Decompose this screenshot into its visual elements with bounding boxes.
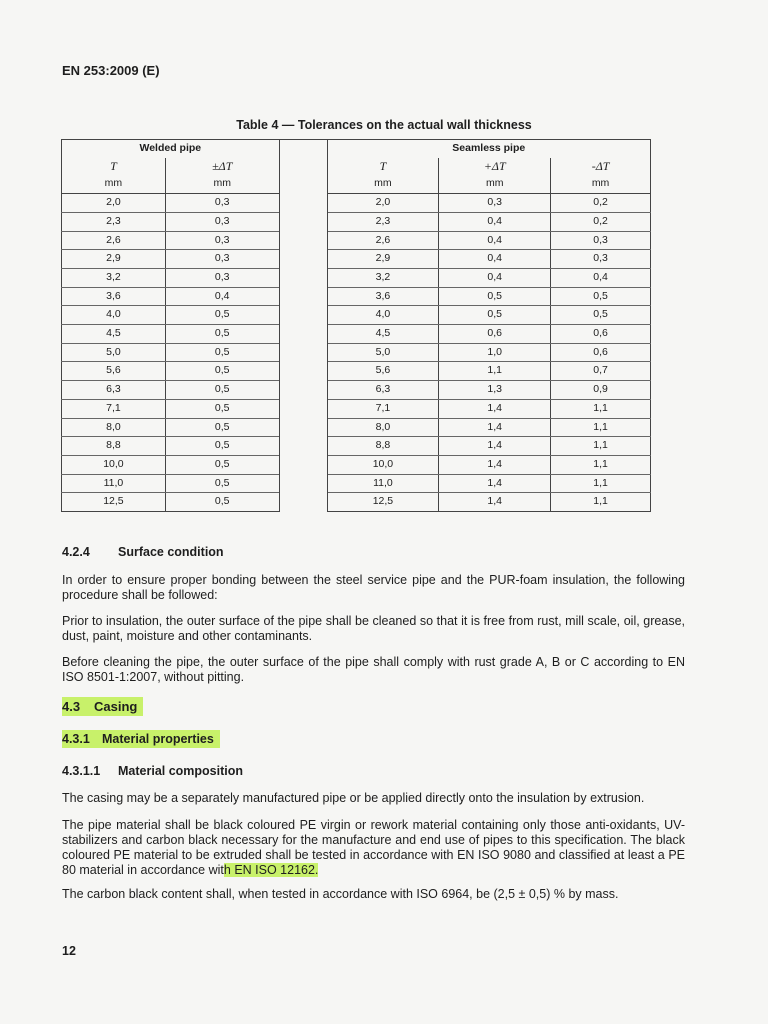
table-cell: 1,1 (551, 493, 651, 512)
table-cell: 7,1 (327, 399, 439, 418)
table-cell: 1,1 (551, 399, 651, 418)
table-cell: 0,5 (165, 399, 279, 418)
table-cell: 2,9 (327, 250, 439, 269)
table-row (62, 343, 651, 362)
table-cell: 0,4 (551, 268, 651, 287)
highlighted-reference: h EN ISO 12162. (223, 863, 319, 877)
table-cell: 0,2 (551, 194, 651, 213)
table-row (62, 325, 651, 344)
table-row (62, 306, 651, 325)
paragraph: The casing may be a separately manufactured pipe or be applied directly onto the insulation by extrusion. (62, 791, 645, 805)
table-cell: 0,5 (165, 381, 279, 400)
section-number: 4.3.1.1 (62, 764, 101, 778)
paragraph: The carbon black content shall, when tested in accordance with ISO 6964, be (2,5 ± 0,5) % by mass. (62, 887, 619, 901)
section-title: Material properties (102, 732, 214, 746)
table-cell: 0,5 (439, 287, 551, 306)
table-cell: 0,5 (165, 455, 279, 474)
table-cell: 8,0 (327, 418, 439, 437)
table-cell: 0,3 (165, 194, 279, 213)
section-number: 4.2.4 (62, 545, 90, 559)
table-cell: 12,5 (62, 493, 166, 512)
table-cell: 2,6 (62, 231, 166, 250)
symbol-cell: T (327, 158, 439, 176)
table-cell: 10,0 (327, 455, 439, 474)
table-cell: 0,5 (165, 493, 279, 512)
unit-cell: mm (439, 175, 551, 193)
paragraph: Prior to insulation, the outer surface of the pipe shall be cleaned so that it is free from rust, mill scale, oil, grease, dust, paint, moisture and other contaminants. (62, 614, 685, 643)
table-cell: 0,3 (165, 268, 279, 287)
section-4-3-1-1-heading (62, 764, 243, 778)
section-title: Material composition (118, 764, 244, 778)
symbol-cell: -ΔT (551, 158, 651, 176)
section-title: Casing (94, 699, 138, 714)
table-row (62, 418, 651, 437)
table-cell: 8,8 (62, 437, 166, 456)
table-row (62, 194, 651, 213)
table-cell: 0,2 (551, 212, 651, 231)
table-row (62, 455, 651, 474)
table-cell: 4,0 (327, 306, 439, 325)
section-4-2-4-heading (62, 545, 224, 559)
table-cell: 0,3 (439, 194, 551, 213)
paragraph: In order to ensure proper bonding between the steel service pipe and the PUR-foam insulation, the following procedure shall be followed: (62, 573, 685, 602)
section-4-3-heading (62, 699, 143, 714)
table-cell: 0,4 (165, 287, 279, 306)
table-row (62, 437, 651, 456)
table-cell: 0,9 (551, 381, 651, 400)
table-row (62, 474, 651, 493)
unit-cell: mm (551, 175, 651, 193)
welded-pipe-header: Welded pipe (62, 140, 280, 158)
table-cell: 3,2 (327, 268, 439, 287)
table-cell: 2,0 (62, 194, 166, 213)
paragraph-text: The pipe material shall be black coloured PE virgin or rework material containing only those anti-oxidants, UV-stabilizers and carbon black necessary for the manufacture and end use of pipes to this specification. The black coloured PE material to be extruded shall be tested in accordance with EN ISO 9080 and classified at least a PE 80 material in accordance wit (62, 818, 685, 877)
table-cell: 0,5 (165, 325, 279, 344)
table-cell: 1,0 (439, 343, 551, 362)
table-cell: 0,3 (165, 231, 279, 250)
table-cell: 3,2 (62, 268, 166, 287)
table-cell: 6,3 (327, 381, 439, 400)
table-cell: 2,0 (327, 194, 439, 213)
table-cell: 4,5 (327, 325, 439, 344)
section-number: 4.3 (62, 699, 81, 714)
table-cell: 0,6 (439, 325, 551, 344)
table-cell: 5,6 (327, 362, 439, 381)
table-cell: 1,1 (439, 362, 551, 381)
table-cell: 0,6 (551, 343, 651, 362)
table-cell: 2,6 (327, 231, 439, 250)
table-cell: 1,4 (439, 437, 551, 456)
table-cell: 8,8 (327, 437, 439, 456)
table-cell: 0,5 (165, 418, 279, 437)
table-cell: 1,1 (551, 437, 651, 456)
table-cell: 0,5 (165, 306, 279, 325)
unit-cell: mm (62, 175, 166, 193)
table-cell: 3,6 (327, 287, 439, 306)
table-cell: 11,0 (327, 474, 439, 493)
table-cell: 2,9 (62, 250, 166, 269)
table-row (62, 250, 651, 269)
table-cell: 0,4 (439, 231, 551, 250)
paragraph (62, 818, 685, 878)
document-header: EN 253:2009 (E) (62, 63, 160, 78)
table-row (62, 287, 651, 306)
table-row (62, 381, 651, 400)
table-row (62, 268, 651, 287)
table-cell: 0,4 (439, 250, 551, 269)
unit-cell: mm (327, 175, 439, 193)
section-number: 4.3.1 (62, 732, 90, 746)
table-cell: 2,3 (62, 212, 166, 231)
page-number: 12 (62, 944, 76, 958)
table-cell: 11,0 (62, 474, 166, 493)
table-cell: 6,3 (62, 381, 166, 400)
table-row (62, 212, 651, 231)
table-cell: 0,5 (165, 362, 279, 381)
table-cell: 8,0 (62, 418, 166, 437)
table-cell: 0,3 (551, 250, 651, 269)
table-cell: 1,1 (551, 474, 651, 493)
table-cell: 0,3 (551, 231, 651, 250)
paragraph: Before cleaning the pipe, the outer surface of the pipe shall comply with rust grade A, B or C according to EN ISO 8501-1:2007, without pitting. (62, 655, 685, 684)
table-row (62, 493, 651, 512)
section-4-3-1-heading (62, 732, 220, 746)
table-cell: 0,5 (165, 474, 279, 493)
table-cell: 5,6 (62, 362, 166, 381)
table-cell: 0,5 (551, 287, 651, 306)
table-title: Table 4 — Tolerances on the actual wall thickness (236, 118, 532, 132)
table-cell: 0,5 (551, 306, 651, 325)
table-gap-column (279, 140, 327, 512)
table-row (62, 362, 651, 381)
table-cell: 0,4 (439, 268, 551, 287)
table-cell: 1,4 (439, 455, 551, 474)
tolerance-table (61, 139, 651, 512)
table-cell: 0,5 (165, 343, 279, 362)
table-cell: 0,4 (439, 212, 551, 231)
table-row (62, 231, 651, 250)
table-cell: 0,7 (551, 362, 651, 381)
table-cell: 1,4 (439, 399, 551, 418)
section-title: Surface condition (118, 545, 224, 559)
table-cell: 0,6 (551, 325, 651, 344)
table-cell: 1,4 (439, 493, 551, 512)
table-cell: 1,4 (439, 418, 551, 437)
table-cell: 4,0 (62, 306, 166, 325)
table-cell: 1,3 (439, 381, 551, 400)
table-cell: 5,0 (62, 343, 166, 362)
table-cell: 0,5 (439, 306, 551, 325)
table-cell: 5,0 (327, 343, 439, 362)
table-cell: 7,1 (62, 399, 166, 418)
seamless-pipe-header: Seamless pipe (327, 140, 650, 158)
unit-cell: mm (165, 175, 279, 193)
table-cell: 3,6 (62, 287, 166, 306)
table-row (62, 399, 651, 418)
table-cell: 1,1 (551, 455, 651, 474)
symbol-cell: ±ΔT (165, 158, 279, 176)
table-cell: 1,1 (551, 418, 651, 437)
table-cell: 0,3 (165, 250, 279, 269)
table-cell: 0,3 (165, 212, 279, 231)
table-cell: 0,5 (165, 437, 279, 456)
symbol-cell: +ΔT (439, 158, 551, 176)
table-cell: 4,5 (62, 325, 166, 344)
table-cell: 12,5 (327, 493, 439, 512)
table-cell: 2,3 (327, 212, 439, 231)
table-cell: 10,0 (62, 455, 166, 474)
symbol-cell: T (62, 158, 166, 176)
table-cell: 1,4 (439, 474, 551, 493)
